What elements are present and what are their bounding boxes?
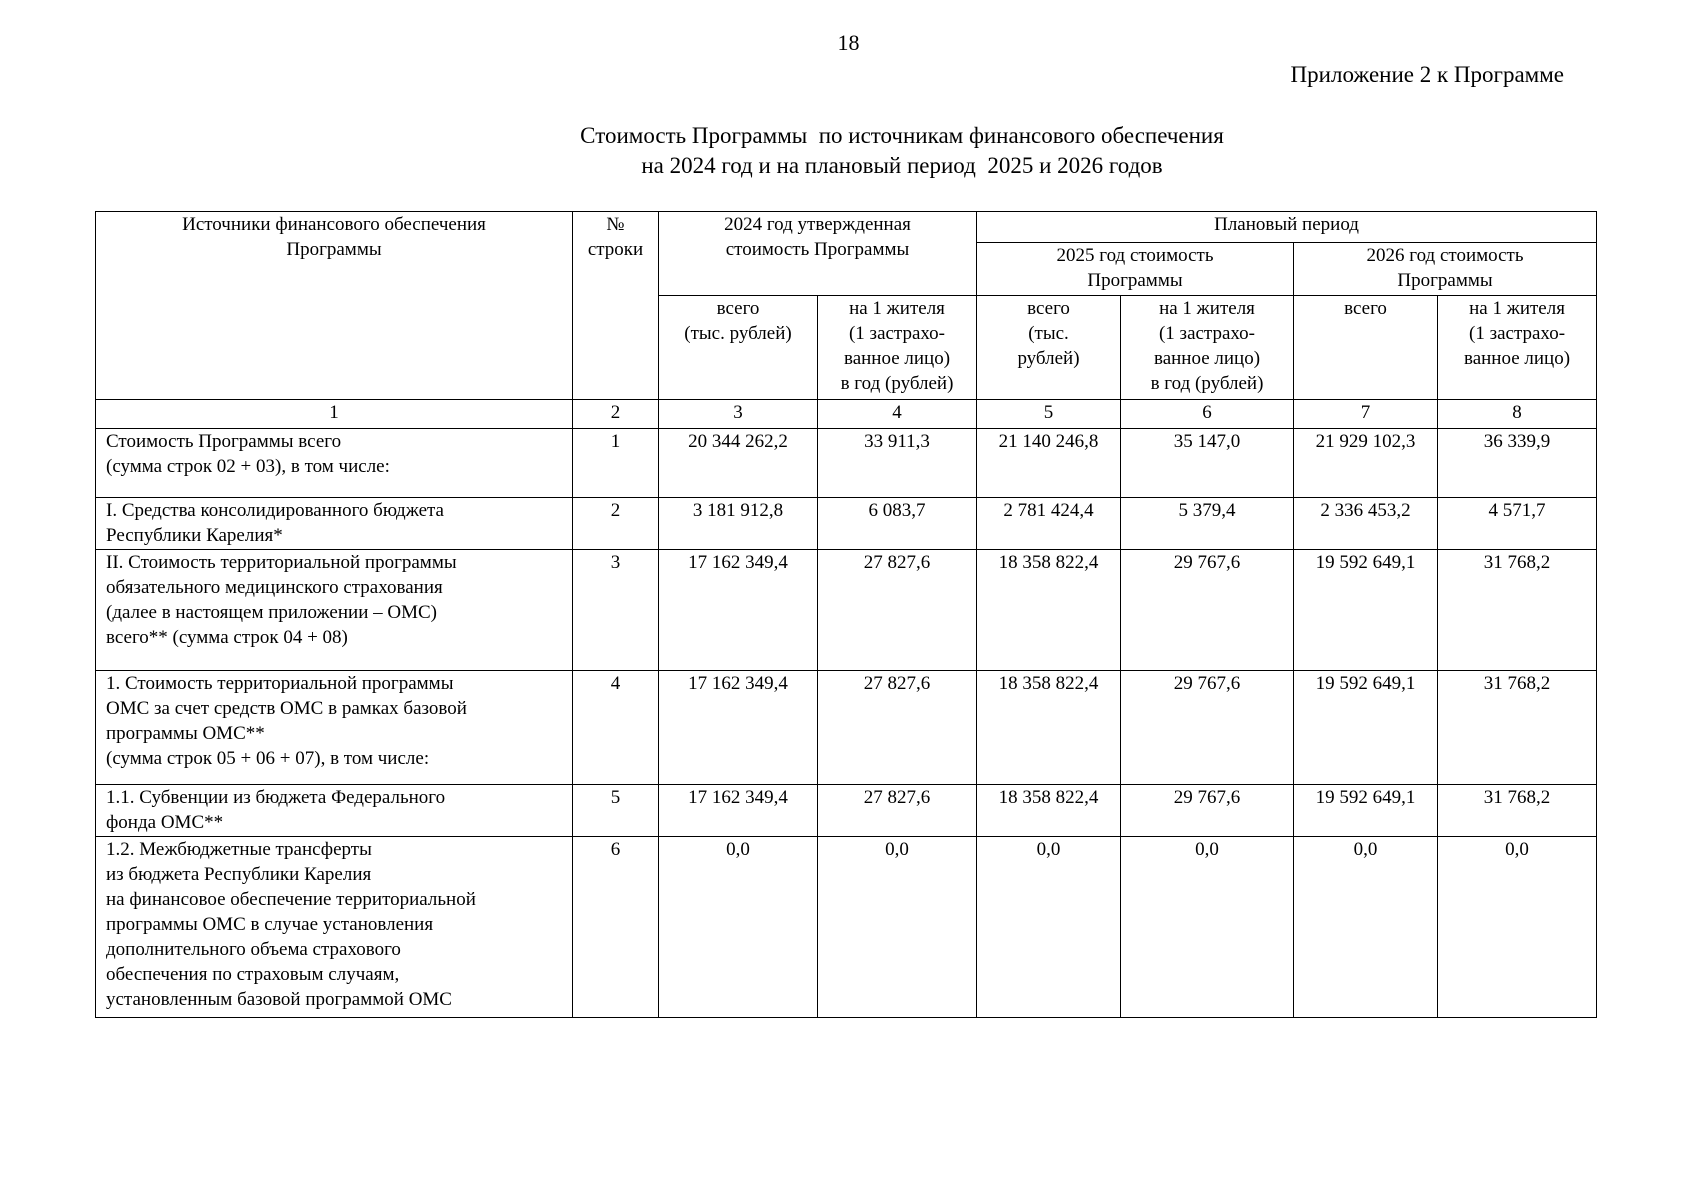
header-2026-per-resident-line-2: (1 застрахо- bbox=[1469, 323, 1566, 344]
value-cell: 2 336 453,2 bbox=[1294, 498, 1438, 550]
header-2025-line-2: Программы bbox=[1087, 270, 1183, 291]
source-cell bbox=[96, 837, 573, 1018]
value-cell: 35 147,0 bbox=[1121, 429, 1294, 498]
value-cell: 29 767,6 bbox=[1121, 785, 1294, 837]
header-2026-per-resident-line-3: ванное лицо) bbox=[1463, 348, 1571, 369]
source-line: (сумма строк 05 + 06 + 07), в том числе: bbox=[106, 748, 430, 769]
value-cell: 0,0 bbox=[1121, 837, 1294, 1018]
source-cell bbox=[96, 785, 573, 837]
source-line: (сумма строк 02 + 03), в том числе: bbox=[106, 456, 390, 477]
value-cell: 3 181 912,8 bbox=[659, 498, 818, 550]
value-cell: 31 768,2 bbox=[1438, 550, 1597, 671]
row-number-cell: 4 bbox=[573, 671, 659, 785]
source-line: II. Стоимость территориальной программы bbox=[106, 552, 457, 573]
header-sources bbox=[96, 212, 573, 400]
value-cell: 29 767,6 bbox=[1121, 550, 1294, 671]
value-cell: 17 162 349,4 bbox=[659, 671, 818, 785]
header-2025-total bbox=[977, 296, 1121, 400]
document-title bbox=[502, 121, 1302, 181]
header-2024-total bbox=[659, 296, 818, 400]
header-2026-line-2: Программы bbox=[1397, 270, 1493, 291]
header-2025 bbox=[977, 243, 1294, 296]
table-row bbox=[96, 837, 1597, 1018]
value-cell: 27 827,6 bbox=[818, 671, 977, 785]
header-2024-per-resident-line-1: на 1 жителя bbox=[849, 298, 945, 319]
value-cell: 19 592 649,1 bbox=[1294, 550, 1438, 671]
header-2025-per-resident-line-1: на 1 жителя bbox=[1159, 298, 1255, 319]
row-number-cell: 6 bbox=[573, 837, 659, 1018]
row-number-cell: 3 bbox=[573, 550, 659, 671]
header-2025-total-line-3: рублей) bbox=[1017, 348, 1080, 369]
source-line: фонда ОМС** bbox=[106, 812, 224, 833]
value-cell: 18 358 822,4 bbox=[977, 671, 1121, 785]
value-cell: 2 781 424,4 bbox=[977, 498, 1121, 550]
table-row bbox=[96, 785, 1597, 837]
header-2024-per-resident-line-2: (1 застрахо- bbox=[848, 323, 946, 344]
value-cell: 18 358 822,4 bbox=[977, 785, 1121, 837]
header-row-number bbox=[573, 212, 659, 400]
source-line: 1.2. Межбюджетные трансферты bbox=[106, 839, 372, 860]
source-line: всего** (сумма строк 04 + 08) bbox=[106, 627, 348, 648]
source-line: установленным базовой программой ОМС bbox=[106, 989, 452, 1010]
value-cell: 0,0 bbox=[1294, 837, 1438, 1018]
source-line: 1.1. Субвенции из бюджета Федерального bbox=[106, 787, 446, 808]
row-number-cell: 1 bbox=[573, 429, 659, 498]
source-line: Республики Карелия* bbox=[106, 525, 283, 546]
value-cell: 17 162 349,4 bbox=[659, 550, 818, 671]
header-row-number-line-2: строки bbox=[587, 239, 644, 260]
value-cell: 33 911,3 bbox=[818, 429, 977, 498]
header-2024-per-resident-line-4: в год (рублей) bbox=[840, 373, 954, 394]
value-cell: 0,0 bbox=[977, 837, 1121, 1018]
column-number: 3 bbox=[659, 400, 818, 429]
header-2024-total-line-1: всего bbox=[716, 298, 760, 319]
title-line-2: на 2024 год и на плановый период 2025 и 2026 годов bbox=[641, 153, 1163, 178]
header-2025-line-1: 2025 год стоимость bbox=[1056, 245, 1214, 266]
column-number: 5 bbox=[977, 400, 1121, 429]
value-cell: 31 768,2 bbox=[1438, 785, 1597, 837]
appendix-label: Приложение 2 к Программе bbox=[1290, 62, 1564, 87]
table-row bbox=[96, 550, 1597, 671]
value-cell: 21 140 246,8 bbox=[977, 429, 1121, 498]
source-line: программы ОМС в случае установления bbox=[106, 914, 434, 935]
header-2024-total-line-2: (тыс. рублей) bbox=[684, 323, 792, 344]
source-cell bbox=[96, 498, 573, 550]
header-2026-total-line-1: всего bbox=[1344, 298, 1387, 319]
title-line-1: Стоимость Программы по источникам финансового обеспечения bbox=[580, 123, 1224, 148]
column-number: 2 bbox=[573, 400, 659, 429]
source-line: 1. Стоимость территориальной программы bbox=[106, 673, 454, 694]
header-2026-total bbox=[1294, 296, 1438, 400]
page-number: 18 bbox=[837, 30, 860, 55]
header-2024-per-resident-line-3: ванное лицо) bbox=[843, 348, 951, 369]
value-cell: 29 767,6 bbox=[1121, 671, 1294, 785]
row-number-cell: 5 bbox=[573, 785, 659, 837]
source-line: ОМС за счет средств ОМС в рамках базовой bbox=[106, 698, 467, 719]
source-line: программы ОМС** bbox=[106, 723, 265, 744]
header-planned-period: Плановый период bbox=[977, 212, 1597, 243]
value-cell: 27 827,6 bbox=[818, 550, 977, 671]
table-row bbox=[96, 429, 1597, 498]
header-row-1 bbox=[96, 212, 1597, 243]
value-cell: 19 592 649,1 bbox=[1294, 785, 1438, 837]
source-cell bbox=[96, 550, 573, 671]
header-2026-line-1: 2026 год стоимость bbox=[1366, 245, 1524, 266]
value-cell: 0,0 bbox=[659, 837, 818, 1018]
table-row bbox=[96, 498, 1597, 550]
header-row-number-line-1: № bbox=[606, 214, 625, 235]
value-cell: 4 571,7 bbox=[1438, 498, 1597, 550]
value-cell: 21 929 102,3 bbox=[1294, 429, 1438, 498]
source-line: на финансовое обеспечение территориальной bbox=[106, 889, 476, 910]
header-2025-per-resident-line-4: в год (рублей) bbox=[1150, 373, 1264, 394]
column-number-row bbox=[96, 400, 1597, 429]
header-2025-total-line-2: (тыс. bbox=[1028, 323, 1069, 344]
header-sources-line-2: Программы bbox=[286, 239, 382, 260]
source-line: обеспечения по страховым случаям, bbox=[106, 964, 400, 985]
column-number: 4 bbox=[818, 400, 977, 429]
header-2025-per-resident bbox=[1121, 296, 1294, 400]
value-cell: 5 379,4 bbox=[1121, 498, 1294, 550]
source-cell bbox=[96, 671, 573, 785]
value-cell: 0,0 bbox=[1438, 837, 1597, 1018]
financing-cost-table bbox=[95, 211, 1597, 1018]
value-cell: 20 344 262,2 bbox=[659, 429, 818, 498]
header-2025-per-resident-line-2: (1 застрахо- bbox=[1158, 323, 1256, 344]
header-2024-line-2: стоимость Программы bbox=[725, 239, 910, 260]
column-number: 1 bbox=[96, 400, 573, 429]
header-2026-per-resident bbox=[1438, 296, 1597, 400]
source-line: дополнительного объема страхового bbox=[106, 939, 401, 960]
source-cell bbox=[96, 429, 573, 498]
header-2024-per-resident bbox=[818, 296, 977, 400]
header-sources-line-1: Источники финансового обеспечения bbox=[182, 214, 486, 235]
value-cell: 36 339,9 bbox=[1438, 429, 1597, 498]
source-line: (далее в настоящем приложении – ОМС) bbox=[106, 602, 437, 623]
header-2025-total-line-1: всего bbox=[1027, 298, 1070, 319]
source-line: обязательного медицинского страхования bbox=[106, 577, 443, 598]
source-line: из бюджета Республики Карелия bbox=[106, 864, 372, 885]
column-number: 7 bbox=[1294, 400, 1438, 429]
header-2026-per-resident-line-1: на 1 жителя bbox=[1469, 298, 1565, 319]
header-2024-line-1: 2024 год утвержденная bbox=[724, 214, 911, 235]
table-row bbox=[96, 671, 1597, 785]
source-line: I. Средства консолидированного бюджета bbox=[106, 500, 444, 521]
row-number-cell: 2 bbox=[573, 498, 659, 550]
value-cell: 27 827,6 bbox=[818, 785, 977, 837]
value-cell: 18 358 822,4 bbox=[977, 550, 1121, 671]
source-line: Стоимость Программы всего bbox=[106, 431, 342, 452]
header-2025-per-resident-line-3: ванное лицо) bbox=[1153, 348, 1261, 369]
header-2026 bbox=[1294, 243, 1597, 296]
value-cell: 19 592 649,1 bbox=[1294, 671, 1438, 785]
value-cell: 17 162 349,4 bbox=[659, 785, 818, 837]
header-2024 bbox=[659, 212, 977, 296]
column-number: 8 bbox=[1438, 400, 1597, 429]
value-cell: 31 768,2 bbox=[1438, 671, 1597, 785]
column-number: 6 bbox=[1121, 400, 1294, 429]
value-cell: 6 083,7 bbox=[818, 498, 977, 550]
value-cell: 0,0 bbox=[818, 837, 977, 1018]
